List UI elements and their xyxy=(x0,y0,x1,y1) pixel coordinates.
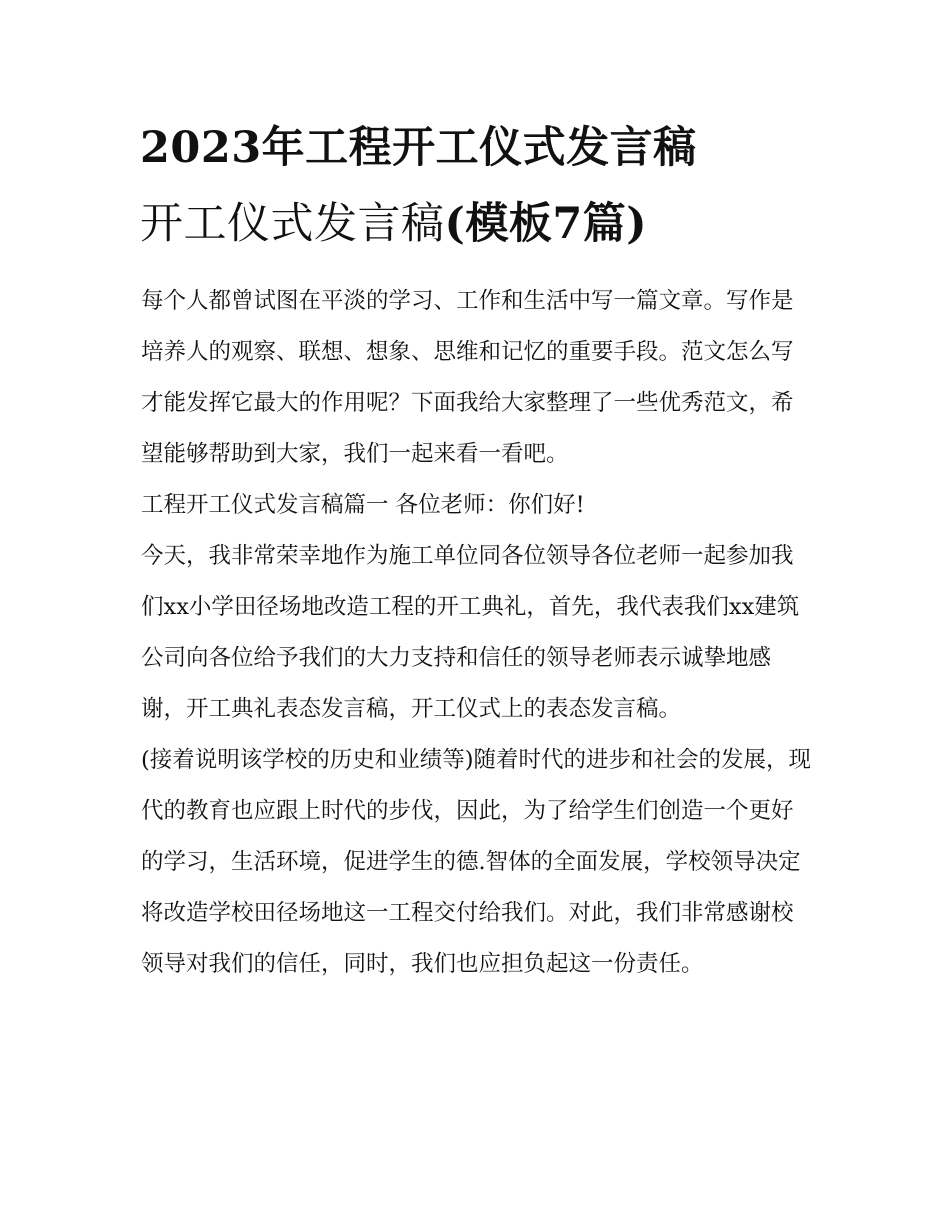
document-body xyxy=(141,276,813,990)
document-title: 2023年工程开工仪式发言稿 xyxy=(140,123,697,173)
paragraph-thanks: 今天，我非常荣幸地作为施工单位同各位领导各位老师一起参加我们xx小学田径场地改造工程的开工典礼，首先，我代表我们xx建筑公司向各位给予我们的大力支持和信任的领导老师表示诚挚地感谢，开工典礼表态发言稿，开工仪式上的表态发言稿。 xyxy=(141,543,800,722)
document-subtitle-tag: (模板7篇) xyxy=(444,199,648,249)
paragraph-greeting: 工程开工仪式发言稿篇一 各位老师：你们好! xyxy=(141,492,585,518)
document-subtitle-lead: 开工仪式发言稿 xyxy=(140,199,445,249)
paragraph-background: (接着说明该学校的历史和业绩等)随着时代的进步和社会的发展，现代的教育也应跟上时代的步伐，因此，为了给学生们创造一个更好的学习，生活环境，促进学生的德.智体的全面发展，学校领导决定将改造学校田径场地这一工程交付给我们。对此，我们非常感谢校领导对我们的信任，同时，我们也应担负起这一份责任。 xyxy=(141,747,812,977)
paragraph-intro: 每个人都曾试图在平淡的学习、工作和生活中写一篇文章。写作是培养人的观察、联想、想象、思维和记忆的重要手段。范文怎么写才能发挥它最大的作用呢？下面我给大家整理了一些优秀范文，希望能够帮助到大家，我们一起来看一看吧。 xyxy=(141,288,794,467)
document-subtitle xyxy=(140,200,840,248)
